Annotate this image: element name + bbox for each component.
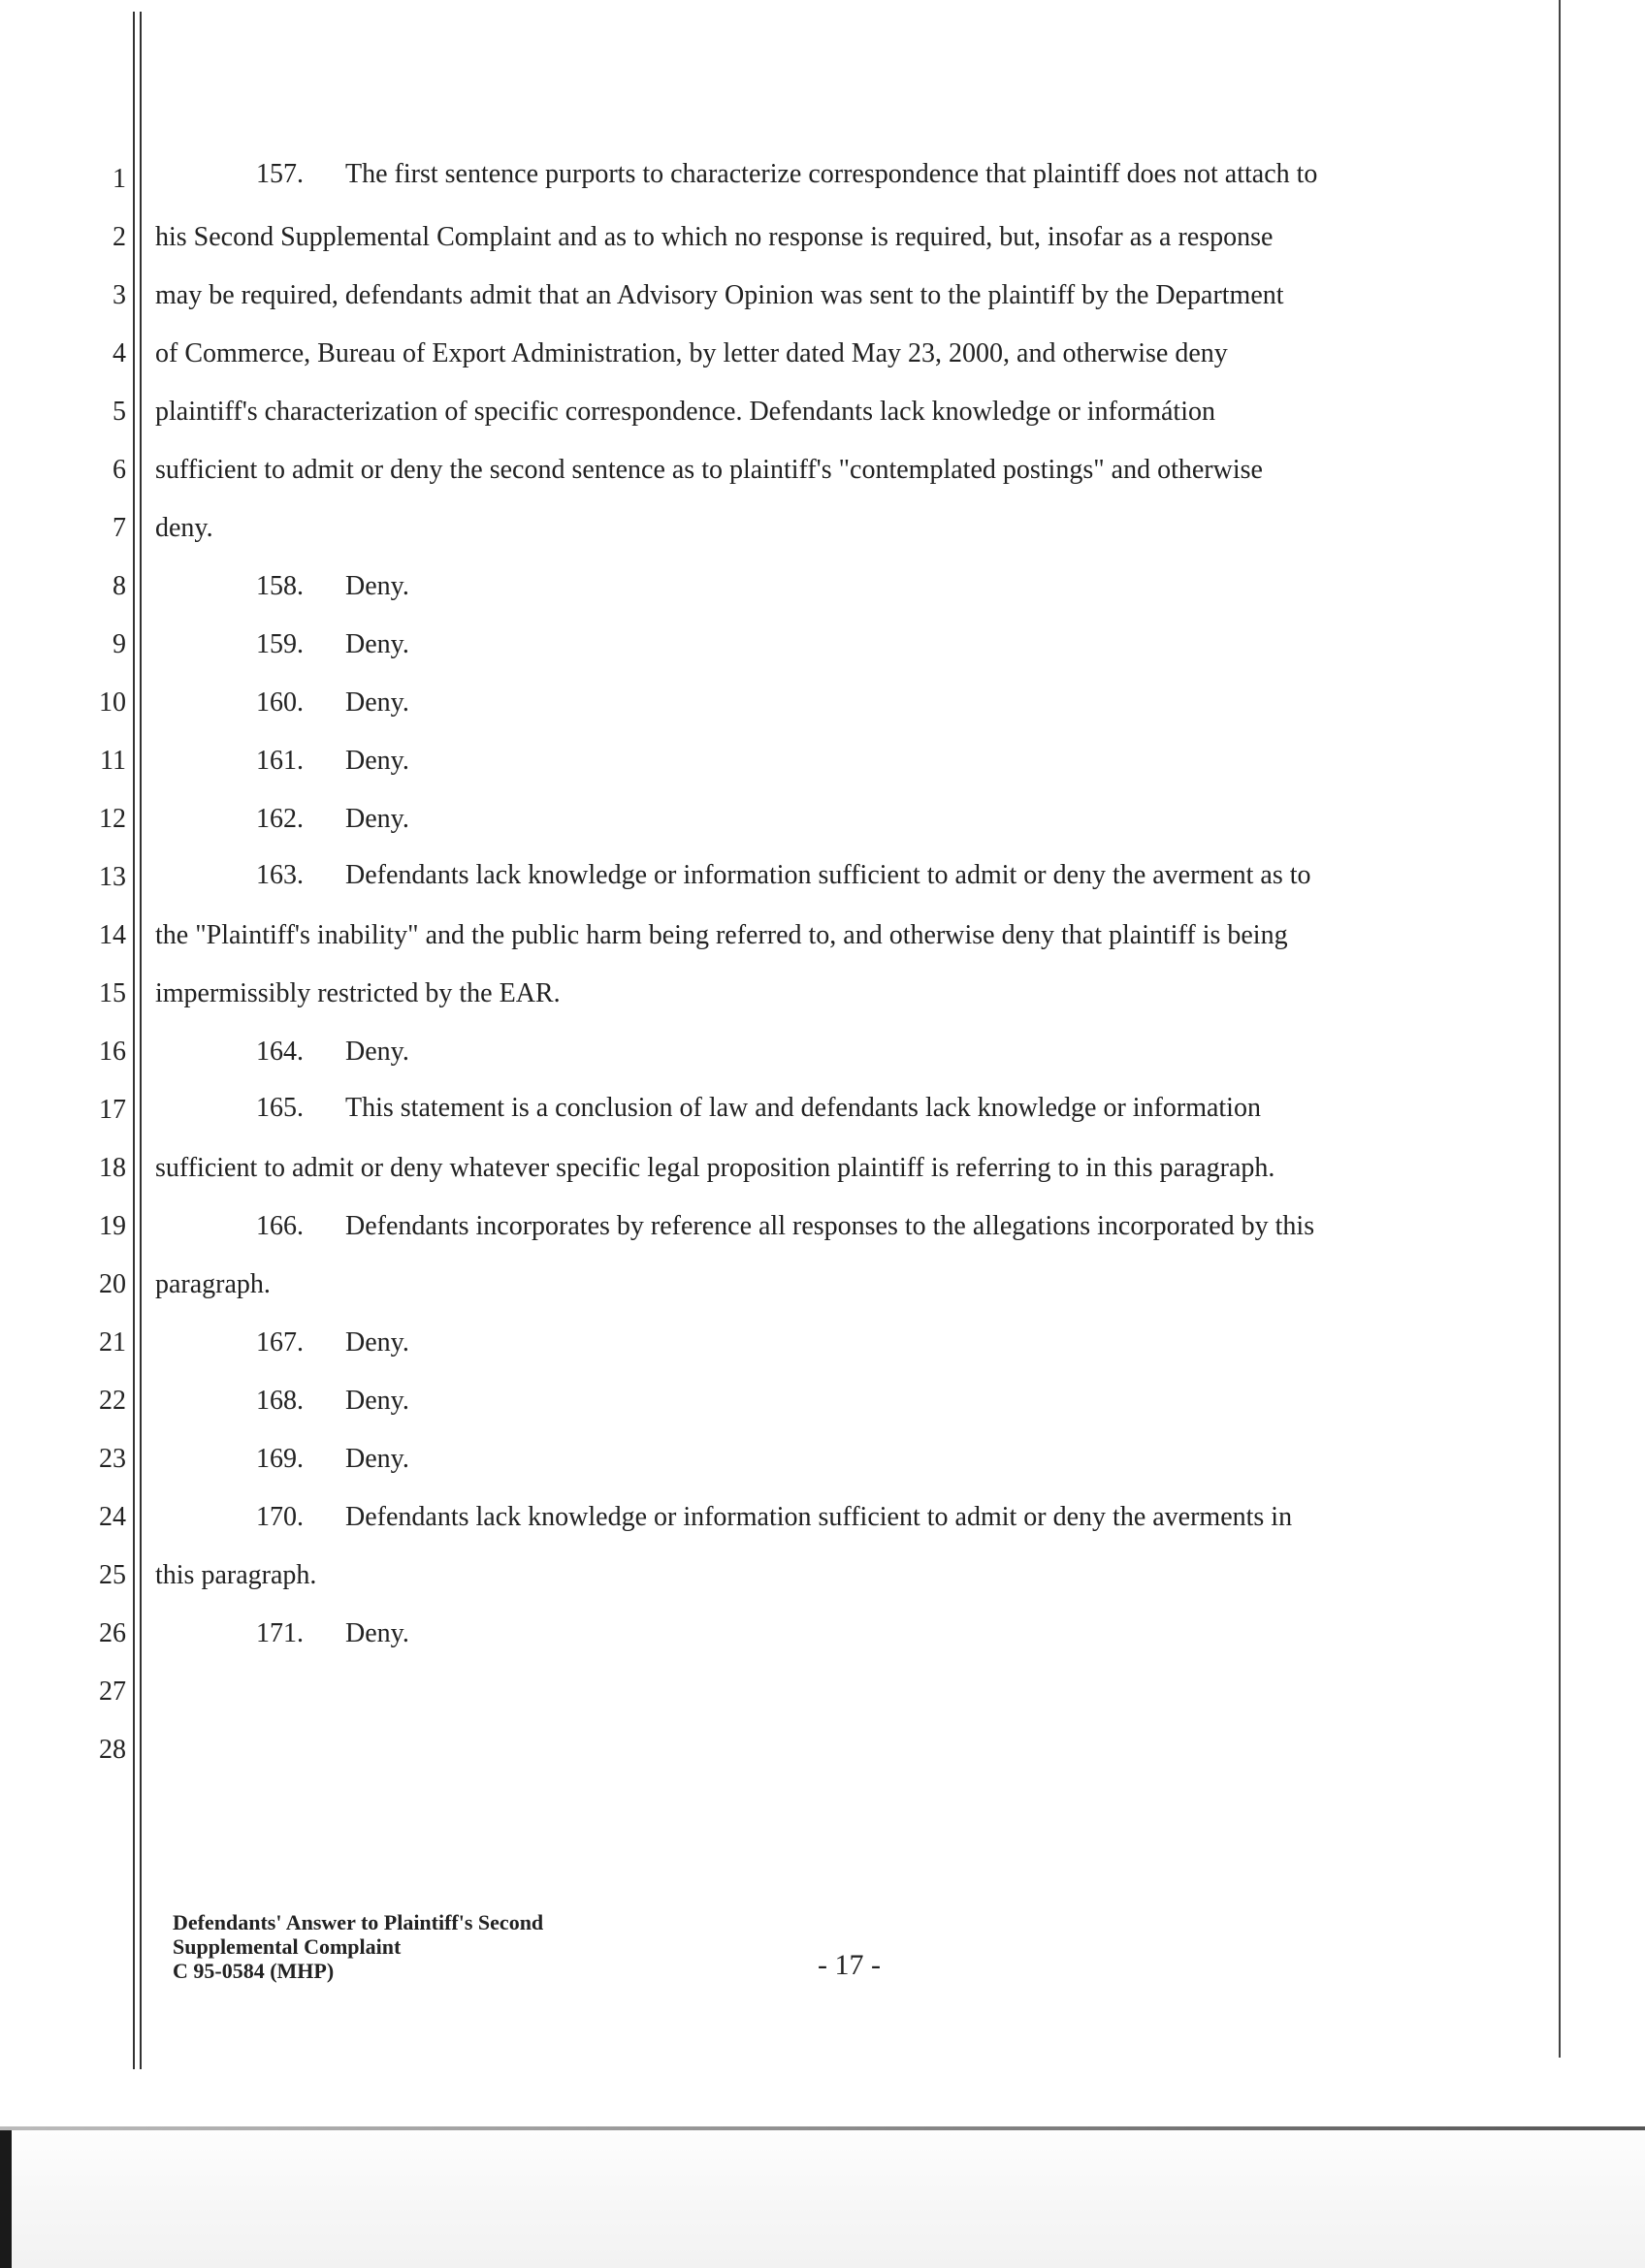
- line-text: Defendants lack knowledge or information sufficient to admit or deny the averments in: [345, 1502, 1293, 1532]
- body-line: his Second Supplemental Complaint and as to which no response is required, but, insofar as a response: [155, 222, 1274, 252]
- paragraph-171: [155, 1619, 409, 1648]
- line-number: 13: [99, 862, 126, 892]
- line-number: 22: [99, 1386, 126, 1416]
- body-line: deny.: [155, 513, 213, 543]
- line-number: 28: [99, 1735, 126, 1765]
- body-line: this paragraph.: [155, 1560, 317, 1590]
- line-number: 21: [99, 1327, 126, 1358]
- body-line: paragraph.: [155, 1269, 271, 1299]
- line-number: 11: [100, 746, 126, 776]
- paragraph-165: [155, 1094, 1261, 1123]
- line-text: This statement is a conclusion of law and defendants lack knowledge or information: [345, 1093, 1261, 1123]
- paragraph-number: 161.: [256, 746, 304, 776]
- paragraph-162: [155, 805, 409, 834]
- line-text: Defendants incorporates by reference all responses to the allegations incorporated by this: [345, 1211, 1315, 1241]
- line-number: 24: [99, 1502, 126, 1532]
- paragraph-159: [155, 630, 409, 659]
- line-number: 9: [113, 629, 126, 659]
- line-number: 1: [113, 164, 126, 194]
- caption-title-line1: Defendants' Answer to Plaintiff's Second: [173, 1910, 544, 1934]
- line-text: Deny.: [345, 1618, 409, 1648]
- line-number: 19: [99, 1211, 126, 1241]
- line-number: 3: [113, 280, 126, 310]
- body-line: of Commerce, Bureau of Export Administration, by letter dated May 23, 2000, and otherwise deny: [155, 338, 1228, 368]
- paragraph-160: [155, 688, 409, 718]
- paragraph-number: 162.: [256, 804, 304, 834]
- paragraph-number: 160.: [256, 687, 304, 718]
- paragraph-167: [155, 1328, 409, 1358]
- page-number: - 17 -: [818, 1949, 881, 1981]
- line-number: 2: [113, 222, 126, 252]
- footer-caption: [173, 1910, 543, 1983]
- line-number: 18: [99, 1153, 126, 1183]
- line-text: Deny.: [345, 1444, 409, 1474]
- line-number: 6: [113, 455, 126, 485]
- paragraph-number: 159.: [256, 629, 304, 659]
- paragraph-166: [155, 1212, 1314, 1241]
- line-text: Defendants lack knowledge or information sufficient to admit or deny the averment as to: [345, 860, 1311, 890]
- line-text: Deny.: [345, 746, 409, 776]
- line-number: 8: [113, 571, 126, 601]
- paragraph-number: 168.: [256, 1386, 304, 1416]
- line-number: 7: [113, 513, 126, 543]
- line-text: Deny.: [345, 804, 409, 834]
- paragraph-number: 170.: [256, 1502, 304, 1532]
- paragraph-163: [155, 861, 1311, 890]
- left-margin-rule: [133, 12, 135, 2069]
- scanner-background: [0, 2130, 1645, 2268]
- line-number: 23: [99, 1444, 126, 1474]
- line-text: Deny.: [345, 1386, 409, 1416]
- body-line: the "Plaintiff's inability" and the public harm being referred to, and otherwise deny that plaintiff is being: [155, 920, 1288, 950]
- caption-title-line2: Supplemental Complaint: [173, 1934, 402, 1959]
- line-number: 10: [99, 687, 126, 718]
- case-number: C 95-0584 (MHP): [173, 1959, 335, 1983]
- line-number: 14: [99, 920, 126, 950]
- body-line: plaintiff's characterization of specific correspondence. Defendants lack knowledge or informátion: [155, 397, 1215, 427]
- line-text: Deny.: [345, 629, 409, 659]
- paragraph-170: [155, 1503, 1292, 1532]
- paragraph-number: 164.: [256, 1037, 304, 1067]
- line-text: Deny.: [345, 1037, 409, 1067]
- line-number: 20: [99, 1269, 126, 1299]
- paragraph-169: [155, 1445, 409, 1474]
- paragraph-number: 157.: [256, 159, 304, 189]
- left-margin-rule-inner: [140, 12, 142, 2069]
- line-number: 5: [113, 397, 126, 427]
- line-number: 15: [99, 978, 126, 1008]
- line-number: 12: [99, 804, 126, 834]
- line-number: 27: [99, 1677, 126, 1707]
- paragraph-157: [155, 160, 1317, 189]
- paragraph-161: [155, 747, 409, 776]
- paragraph-number: 167.: [256, 1327, 304, 1358]
- line-number: 17: [99, 1095, 126, 1125]
- line-number: 16: [99, 1037, 126, 1067]
- body-line: sufficient to admit or deny whatever specific legal proposition plaintiff is referring to in this paragraph.: [155, 1153, 1275, 1183]
- paragraph-number: 171.: [256, 1618, 304, 1648]
- right-margin-rule: [1559, 0, 1561, 2058]
- line-number: 25: [99, 1560, 126, 1590]
- paragraph-number: 163.: [256, 860, 304, 890]
- paragraph-number: 166.: [256, 1211, 304, 1241]
- line-text: Deny.: [345, 687, 409, 718]
- paragraph-number: 158.: [256, 571, 304, 601]
- paragraph-number: 165.: [256, 1093, 304, 1123]
- line-text: Deny.: [345, 1327, 409, 1358]
- body-line: sufficient to admit or deny the second sentence as to plaintiff's "contemplated postings" and otherwise: [155, 455, 1263, 485]
- paragraph-number: 169.: [256, 1444, 304, 1474]
- body-line: may be required, defendants admit that an Advisory Opinion was sent to the plaintiff by the Department: [155, 280, 1284, 310]
- line-number: 26: [99, 1618, 126, 1648]
- scanner-edge-shadow: [0, 2130, 12, 2268]
- line-text: The first sentence purports to characterize correspondence that plaintiff does not attach to: [345, 159, 1318, 189]
- body-line: impermissibly restricted by the EAR.: [155, 978, 561, 1008]
- paragraph-168: [155, 1387, 409, 1416]
- paragraph-158: [155, 572, 409, 601]
- line-text: Deny.: [345, 571, 409, 601]
- paragraph-164: [155, 1038, 409, 1067]
- line-number: 4: [113, 338, 126, 368]
